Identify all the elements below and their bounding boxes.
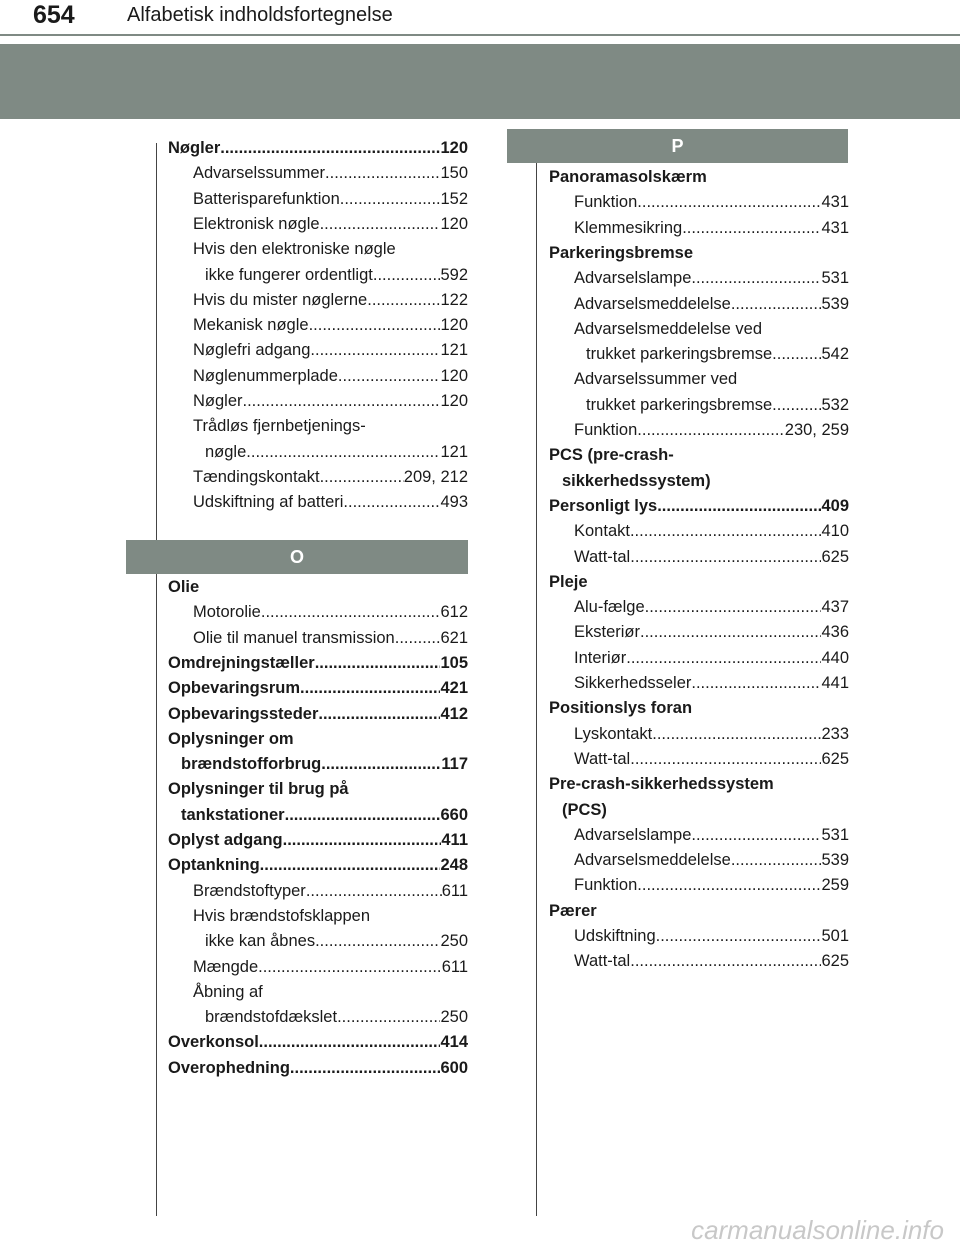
entry-term: Opbevaringsrum xyxy=(168,679,301,698)
dot-leader xyxy=(315,929,440,954)
entry-term: Watt-tal xyxy=(574,952,631,971)
entry-term: brændstofdækslet xyxy=(205,1008,338,1027)
entry-term: Alu-fælge xyxy=(574,598,645,617)
entry-page-number: 117 xyxy=(441,755,468,774)
entry-term: Trådløs fjernbetjenings- xyxy=(193,417,366,436)
dot-leader xyxy=(630,747,821,772)
entry-term: Motorolie xyxy=(193,603,261,622)
dot-leader xyxy=(259,1030,441,1055)
entry-page-number: 421 xyxy=(440,679,468,698)
entry-term: Advarselslampe xyxy=(574,269,692,288)
index-entry xyxy=(168,676,468,701)
entry-term: Sikkerhedsseler xyxy=(574,674,692,692)
index-entry xyxy=(549,772,849,797)
entry-page-number: 120 xyxy=(440,392,468,410)
entry-term: Eksteriør xyxy=(574,623,640,642)
dot-leader xyxy=(652,722,821,747)
dot-leader xyxy=(337,1005,440,1030)
entry-term: Pærer xyxy=(549,901,597,920)
entry-page-number: 542 xyxy=(821,345,849,364)
index-entry xyxy=(168,1005,468,1030)
dot-leader xyxy=(731,848,822,873)
entry-page-number: 412 xyxy=(440,704,468,723)
entry-term: nøgle xyxy=(205,442,247,461)
entry-term: Interiør xyxy=(574,648,627,667)
entry-page-number: 122 xyxy=(440,290,468,309)
index-entry xyxy=(549,747,849,772)
entry-term: Watt-tal xyxy=(574,547,631,566)
dot-leader xyxy=(731,292,822,317)
column-divider-right xyxy=(536,143,537,1216)
entry-term: Parkeringsbremse xyxy=(549,243,693,262)
index-entry xyxy=(168,777,468,802)
dot-leader xyxy=(637,190,821,215)
entry-term: Udskiftning af batteri xyxy=(193,493,344,512)
entry-term: Nøgler xyxy=(168,139,221,157)
watermark: carmanualsonline.info xyxy=(691,1215,944,1245)
dot-leader xyxy=(682,216,821,241)
index-entry xyxy=(168,853,468,878)
entry-term: Nøgler xyxy=(193,392,243,410)
entry-term: Advarselssummer xyxy=(193,164,326,183)
entry-page-number: 441 xyxy=(821,674,849,692)
index-entry xyxy=(168,955,468,980)
index-entry xyxy=(549,671,849,696)
entry-term: sikkerhedssystem) xyxy=(562,471,711,490)
dot-leader xyxy=(691,671,821,696)
entry-term: Positionslys foran xyxy=(549,699,693,718)
entry-page-number: 209, 212 xyxy=(403,467,468,486)
entry-page-number: 105 xyxy=(440,653,468,672)
entry-page-number: 121 xyxy=(440,442,468,461)
index-entry xyxy=(549,393,849,418)
entry-term: Funktion xyxy=(574,876,638,895)
index-entry xyxy=(549,367,849,392)
entry-term: Olie xyxy=(168,578,200,596)
dot-leader xyxy=(637,418,784,443)
index-entry xyxy=(168,600,468,625)
entry-term: Opbevaringssteder xyxy=(168,704,319,723)
entry-page-number: 493 xyxy=(440,493,468,512)
section-letter-o: O xyxy=(289,547,304,567)
entry-page-number: 248 xyxy=(440,856,468,875)
dot-leader xyxy=(630,545,821,570)
index-entry xyxy=(168,904,468,929)
index-entry xyxy=(549,241,849,266)
dot-leader xyxy=(772,342,821,367)
index-entry xyxy=(549,823,849,848)
entry-term: Advarselssummer ved xyxy=(574,370,738,389)
entry-page-number: 621 xyxy=(440,628,468,647)
entry-term: Advarselsmeddelelse xyxy=(574,851,731,870)
entry-term: Batterisparefunktion xyxy=(193,189,340,208)
entry-page-number: 531 xyxy=(821,825,849,844)
entry-term: Oplysninger om xyxy=(168,729,294,748)
index-entry xyxy=(168,929,468,954)
index-entry xyxy=(168,702,468,727)
entry-term: Funktion xyxy=(574,421,638,439)
index-entry xyxy=(549,545,849,570)
entry-term: Brændstoftyper xyxy=(193,881,306,900)
index-entry xyxy=(549,317,849,342)
entry-term: Funktion xyxy=(574,193,638,212)
entry-term: Elektronisk nøgle xyxy=(193,214,320,233)
entry-term: (PCS) xyxy=(562,800,607,819)
dot-leader xyxy=(626,646,821,671)
entry-term: Advarselsmeddelelse xyxy=(574,294,731,313)
dot-leader xyxy=(656,924,822,949)
entry-page-number: 437 xyxy=(821,598,849,617)
entry-page-number: 120 xyxy=(440,139,468,157)
entry-term: brændstofforbrug xyxy=(181,755,322,774)
page-title: Alfabetisk indholdsfortegnelse xyxy=(127,4,393,26)
entry-term: ikke fungerer ordentligt xyxy=(205,265,373,284)
entry-term: Nøglenummerplade xyxy=(193,366,338,385)
index-entry xyxy=(549,165,849,190)
entry-page-number: 611 xyxy=(441,881,468,900)
entry-page-number: 250 xyxy=(440,1008,468,1027)
entry-page-number: 539 xyxy=(821,294,849,313)
entry-page-number: 411 xyxy=(441,831,468,849)
index-entry xyxy=(549,949,849,974)
dot-leader xyxy=(321,752,441,777)
dot-leader xyxy=(300,676,440,701)
index-entry xyxy=(549,519,849,544)
entry-term: Olie til manuel transmission xyxy=(193,628,395,647)
entry-term: Panoramasolskærm xyxy=(549,168,707,186)
index-entry xyxy=(168,651,468,676)
entry-term: ikke kan åbnes xyxy=(205,932,316,951)
dot-leader xyxy=(318,702,440,727)
dot-leader xyxy=(691,266,821,291)
entry-term: Advarselslampe xyxy=(574,825,692,844)
entry-term: Åbning af xyxy=(193,982,263,1001)
section-letter-p: P xyxy=(671,136,684,156)
dot-leader xyxy=(640,620,821,645)
entry-page-number: 233 xyxy=(821,724,849,743)
index-entry xyxy=(549,798,849,823)
index-entry xyxy=(549,899,849,924)
dot-leader xyxy=(306,879,442,904)
index-entry xyxy=(549,924,849,949)
entry-term: Omdrejningstæller xyxy=(168,653,315,672)
index-entry xyxy=(549,216,849,241)
index-entry xyxy=(549,418,849,443)
entry-page-number: 501 xyxy=(821,927,849,945)
index-entry xyxy=(549,595,849,620)
entry-term: Tændingskontakt xyxy=(193,467,320,486)
index-entry xyxy=(168,803,468,828)
entry-page-number: 121 xyxy=(440,341,468,360)
dot-leader xyxy=(645,595,822,620)
index-entry xyxy=(549,722,849,747)
dot-leader xyxy=(772,393,821,418)
index-entry xyxy=(168,752,468,777)
entry-page-number: 250 xyxy=(440,932,468,951)
entry-page-number: 440 xyxy=(821,648,849,667)
index-entry xyxy=(168,727,468,752)
index-entry xyxy=(549,266,849,291)
entry-term: Personligt lys xyxy=(549,496,658,515)
index-entry xyxy=(168,1056,468,1081)
dot-leader xyxy=(285,803,441,828)
entry-term: tankstationer xyxy=(181,805,285,824)
entry-page-number: 625 xyxy=(821,749,849,768)
dot-leader xyxy=(315,651,441,676)
entry-page-number: 625 xyxy=(821,547,849,566)
entry-page-number: 539 xyxy=(821,851,849,870)
entry-page-number: 592 xyxy=(440,265,468,284)
index-entry xyxy=(549,570,849,595)
entry-term: Overophedning xyxy=(168,1058,290,1077)
dot-leader xyxy=(395,626,441,651)
index-entry xyxy=(549,292,849,317)
index-entry xyxy=(168,879,468,904)
entry-term: Udskiftning xyxy=(574,927,656,945)
entry-term: Oplyst adgang xyxy=(168,831,283,849)
index-entry xyxy=(549,342,849,367)
dot-leader xyxy=(630,949,821,974)
entry-term: Overkonsol xyxy=(168,1033,259,1052)
entry-term: Optankning xyxy=(168,856,260,875)
dot-leader xyxy=(290,1056,441,1081)
entry-term: Watt-tal xyxy=(574,749,631,768)
entry-term: Hvis du mister nøglerne xyxy=(193,290,368,309)
entry-term: Advarselsmeddelelse ved xyxy=(574,319,763,338)
index-entry xyxy=(549,443,849,468)
entry-term: Lyskontakt xyxy=(574,724,653,743)
entry-term: Hvis brændstofsklappen xyxy=(193,906,371,925)
index-entry xyxy=(168,980,468,1005)
entry-page-number: 431 xyxy=(821,193,849,212)
index-entry xyxy=(168,828,468,853)
entry-page-number: 431 xyxy=(821,218,849,237)
entry-page-number: 259 xyxy=(821,876,849,895)
dot-leader xyxy=(260,853,441,878)
index-entry xyxy=(549,494,849,519)
entry-term: Pleje xyxy=(549,572,588,591)
entry-page-number: 531 xyxy=(821,269,849,288)
entry-page-number: 625 xyxy=(821,952,849,971)
entry-page-number: 120 xyxy=(440,316,468,335)
dot-leader xyxy=(691,823,821,848)
entry-term: PCS (pre-crash- xyxy=(549,446,674,465)
entry-term: trukket parkeringsbremse xyxy=(586,345,773,364)
column-divider-left xyxy=(156,143,157,1216)
entry-term: Klemmesikring xyxy=(574,218,683,237)
entry-page-number: 150 xyxy=(440,164,468,183)
entry-term: Kontakt xyxy=(574,522,630,541)
entry-page-number: 230, 259 xyxy=(784,421,849,439)
dot-leader xyxy=(261,600,441,625)
index-entry xyxy=(549,646,849,671)
index-column-left-o xyxy=(168,0,468,1254)
entry-page-number: 120 xyxy=(440,214,468,233)
entry-term: Nøglefri adgang xyxy=(193,341,311,360)
index-entry xyxy=(549,190,849,215)
entry-page-number: 611 xyxy=(441,957,468,976)
entry-term: Mængde xyxy=(193,957,259,976)
index-entry xyxy=(549,620,849,645)
entry-page-number: 532 xyxy=(821,395,849,414)
entry-page-number: 120 xyxy=(440,366,468,385)
index-entry xyxy=(168,626,468,651)
entry-page-number: 410 xyxy=(821,522,849,541)
page-number: 654 xyxy=(33,1,75,29)
entry-term: Hvis den elektroniske nøgle xyxy=(193,240,396,259)
dot-leader xyxy=(657,494,821,519)
index-entry xyxy=(168,575,468,600)
dot-leader xyxy=(637,873,821,898)
entry-page-number: 409 xyxy=(821,496,849,515)
index-column-right-p xyxy=(549,0,849,1254)
entry-page-number: 612 xyxy=(440,603,468,622)
entry-page-number: 152 xyxy=(440,189,468,208)
entry-page-number: 436 xyxy=(821,623,849,642)
index-entry xyxy=(549,696,849,721)
entry-page-number: 414 xyxy=(440,1033,468,1052)
entry-term: Oplysninger til brug på xyxy=(168,780,349,799)
dot-leader xyxy=(630,519,822,544)
entry-page-number: 600 xyxy=(440,1058,468,1077)
dot-leader xyxy=(283,828,442,853)
entry-term: Pre-crash-sikkerhedssystem xyxy=(549,775,774,794)
entry-term: Mekanisk nøgle xyxy=(193,316,309,335)
entry-term: trukket parkeringsbremse xyxy=(586,395,773,414)
dot-leader xyxy=(258,955,442,980)
index-entry xyxy=(549,873,849,898)
index-entry xyxy=(549,848,849,873)
index-entry xyxy=(168,1030,468,1055)
entry-page-number: 660 xyxy=(440,805,468,824)
index-entry xyxy=(549,469,849,494)
